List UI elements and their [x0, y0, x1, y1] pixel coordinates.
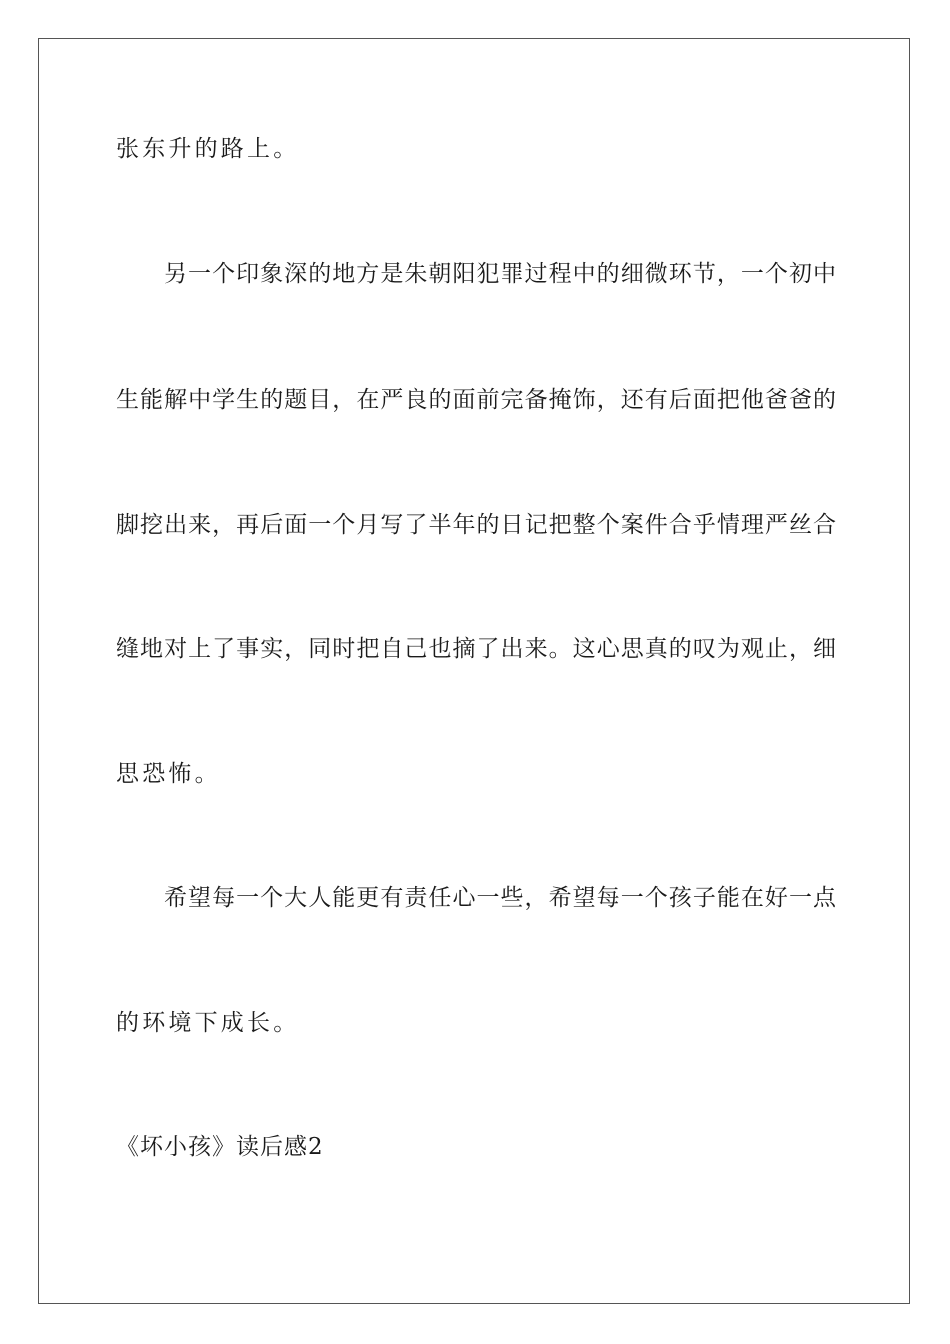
page-frame: [38, 38, 910, 1304]
section-heading: 《坏小孩》读后感2: [116, 1134, 324, 1160]
paragraph-2-line-4: 缝地对上了事实，同时把自己也摘了出来。这心思真的叹为观止，细: [116, 636, 836, 662]
paragraph-3-line-2: 的环境下成长。: [116, 1010, 300, 1036]
text-line-1: 张东升的路上。: [116, 136, 300, 162]
paragraph-2-line-1: 另一个印象深的地方是朱朝阳犯罪过程中的细微环节，一个初中: [164, 261, 836, 287]
paragraph-2-line-2: 生能解中学生的题目，在严良的面前完备掩饰，还有后面把他爸爸的: [116, 387, 836, 413]
paragraph-3-line-1: 希望每一个大人能更有责任心一些，希望每一个孩子能在好一点: [164, 885, 836, 911]
paragraph-2-line-3: 脚挖出来，再后面一个月写了半年的日记把整个案件合乎情理严丝合: [116, 512, 836, 538]
paragraph-2-line-5: 思恐怖。: [116, 761, 221, 787]
